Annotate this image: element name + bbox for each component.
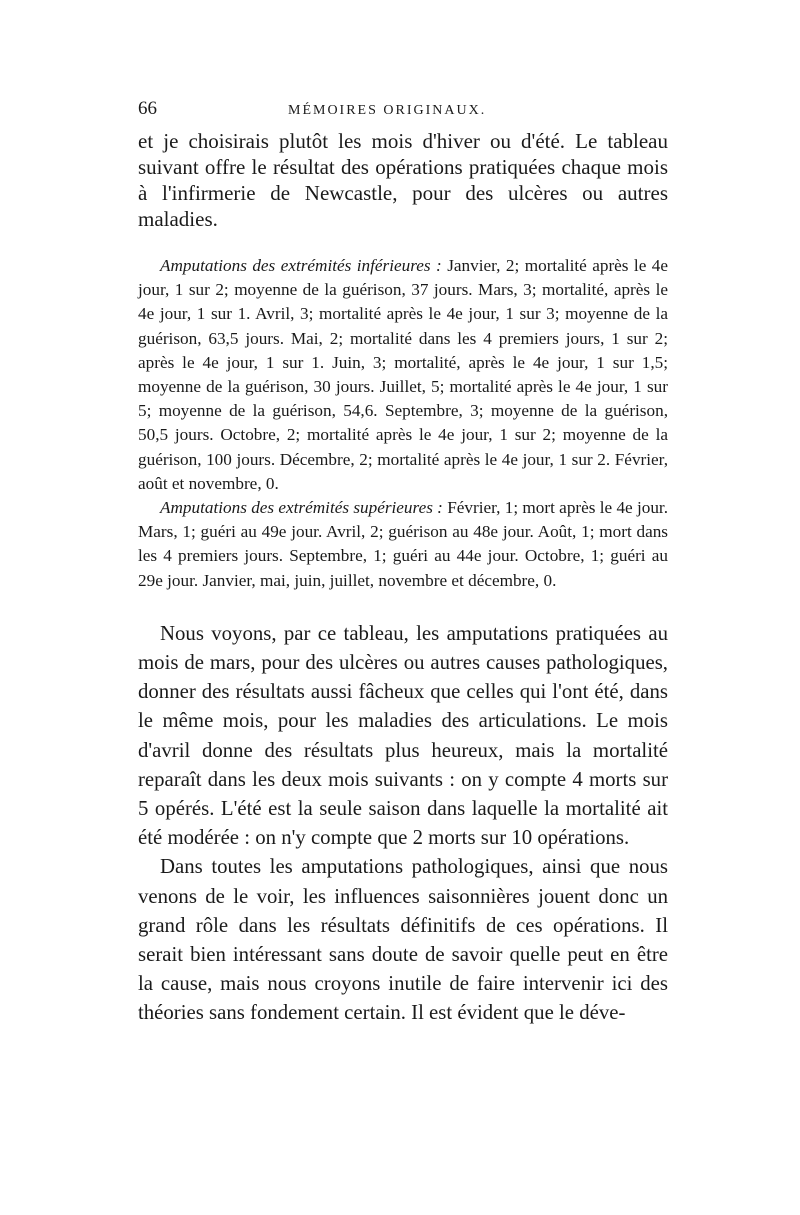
lower-limb-paragraph — [138, 254, 668, 496]
upper-limb-text: Février, 1; mort après le 4e jour. Mars, 1; guéri au 49e jour. Avril, 2; guérison au 48e jour. Août, 1; mort dans les 4 premiers jours. Septembre, 1; guéri au 44e jour. Octobre, 1; guéri au 29e jour. Janvier, mai, juin, juillet, novembre et décembre, 0. — [138, 498, 669, 590]
page-number: 66 — [138, 98, 157, 119]
body-paragraph-1: Nous voyons, par ce tableau, les amputations pratiquées au mois de mars, pour des ulcères ou autres causes pathologiques, donner des résultats aussi fâcheux que celles qui l'ont été, dans le même mois, pour les maladies des articulations. Le mois d'avril donne des résultats plus heureux, mais la mortalité reparaît dans les deux mois suivants : on y compte 4 morts sur 5 opérés. L'été est la seule saison dans laquelle la mortalité ait été modérée : on n'y compte que 2 morts sur 10 opérations. — [138, 621, 668, 850]
lower-limb-text: Janvier, 2; mortalité après le 4e jour, 1 sur 2; moyenne de la guérison, 37 jours. Mars, 3; mortalité, après le 4e jour, 1 sur 1. Avril, 3; mortalité après le 4e jour, 1 sur 3; moyenne de la guérison, 63,5 jours. Mai, 2; mortalité dans les 4 premiers jours, 1 sur 2; après le 4e jour, 1 sur 1. Juin, 3; mortalité, après le 4e jour, 1 sur 1,5; moyenne de la guérison, 30 jours. Juillet, 5; mortalité après le 4e jour, 1 sur 5; moyenne de la guérison, 54,6. Septembre, 3; moyenne de la guérison, 50,5 jours. Octobre, 2; mortalité après le 4e jour, 1 sur 2; moyenne de la guérison, 100 jours. Décembre, 2; mortalité après le 4e jour, 1 sur 2. Février, août et novembre, 0. — [138, 256, 668, 493]
page-header — [138, 98, 668, 120]
upper-limb-paragraph — [138, 496, 668, 593]
running-title: MÉMOIRES ORIGINAUX. — [288, 103, 487, 118]
intro-paragraph: et je choisirais plutôt les mois d'hiver ou d'été. Le tableau suivant offre le résultat des opérations pratiquées chaque mois à l'infirmerie de Newcastle, pour des ulcères ou autres maladies. — [138, 129, 668, 231]
book-page — [138, 98, 668, 1028]
lower-limb-heading: Amputations des extrémités inférieures : — [160, 256, 442, 275]
upper-limb-heading: Amputations des extrémités supérieures : — [160, 498, 443, 518]
body-paragraph-2: Dans toutes les amputations pathologiques, ainsi que nous venons de le voir, les influences saisonnières jouent donc un grand rôle dans les résultats définitifs de ces opérations. Il serait bien intéressant sans doute de savoir quelle peut en être la cause, mais nous croyons inutile de faire intervenir ici des théories sans fondement certain. Il est évident que le déve- — [138, 855, 668, 1025]
